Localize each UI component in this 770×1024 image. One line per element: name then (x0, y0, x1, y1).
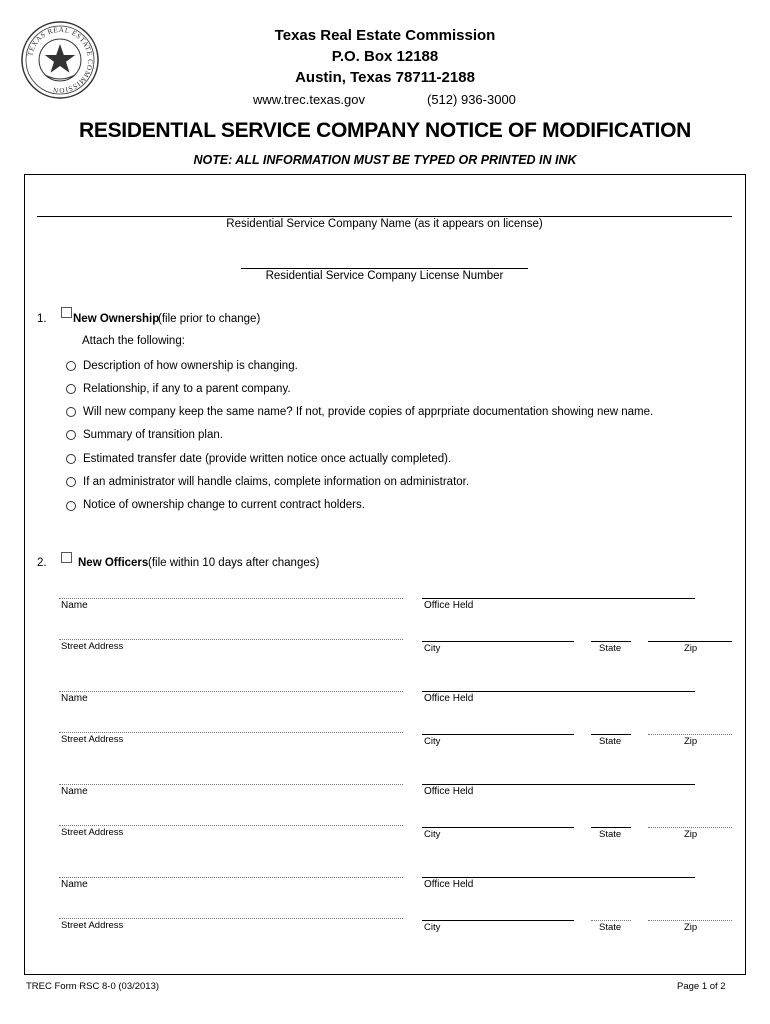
form-body (24, 174, 746, 975)
radio-transition-plan[interactable] (66, 430, 76, 440)
form-title: RESIDENTIAL SERVICE COMPANY NOTICE OF MODIFICATION (79, 119, 691, 142)
officer-name-field[interactable] (59, 877, 403, 878)
radio-notice-holders[interactable] (66, 501, 76, 511)
officer-office-field[interactable] (422, 691, 695, 692)
license-number-caption: Residential Service Company License Number (265, 270, 504, 282)
officer-street-caption: Street Address (61, 920, 124, 931)
list-item: Relationship, if any to a parent company. (83, 383, 291, 395)
officer-street-field[interactable] (59, 732, 403, 733)
officer-city-caption: City (424, 829, 441, 840)
officer-name-field[interactable] (59, 784, 403, 785)
agency-name: Texas Real Estate Commission (274, 27, 496, 44)
officer-zip-field[interactable] (648, 641, 732, 642)
list-item: Summary of transition plan. (83, 429, 223, 441)
officer-office-caption: Office Held (424, 879, 474, 890)
officer-state-caption: State (599, 922, 622, 933)
officer-city-field[interactable] (422, 920, 574, 921)
officer-office-field[interactable] (422, 877, 695, 878)
officer-street-caption: Street Address (61, 641, 124, 652)
list-item: Notice of ownership change to current contract holders. (83, 499, 365, 511)
company-name-caption: Residential Service Company Name (as it appears on license) (226, 218, 543, 230)
new-officers-hint: (file within 10 days after changes) (148, 557, 320, 569)
form-id: TREC Form RSC 8-0 (03/2013) (26, 981, 160, 992)
officer-city-field[interactable] (422, 641, 574, 642)
officer-zip-field[interactable] (648, 827, 732, 828)
officer-office-field[interactable] (422, 784, 695, 785)
officer-zip-caption: Zip (684, 736, 698, 747)
list-item: If an administrator will handle claims, complete information on administrator. (83, 476, 470, 488)
new-ownership-hint: (file prior to change) (158, 313, 261, 325)
officer-name-field[interactable] (59, 691, 403, 692)
list-item: Will new company keep the same name? If not, provide copies of apprpriate documentation showing new name. (83, 406, 654, 418)
new-ownership-checkbox[interactable] (61, 307, 72, 318)
officer-street-field[interactable] (59, 639, 403, 640)
new-officers-checkbox[interactable] (61, 552, 72, 563)
radio-ownership-description[interactable] (66, 361, 76, 371)
officer-state-field[interactable] (591, 827, 631, 828)
officer-office-caption: Office Held (424, 600, 474, 611)
officer-state-caption: State (599, 736, 622, 747)
officer-city-field[interactable] (422, 827, 574, 828)
officer-name-caption: Name (61, 693, 88, 704)
phone-number: (512) 936-3000 (427, 92, 516, 107)
officer-city-caption: City (424, 643, 441, 654)
officer-office-caption: Office Held (424, 693, 474, 704)
form-note: NOTE: ALL INFORMATION MUST BE TYPED OR PRINTED IN INK (193, 153, 577, 167)
officer-street-field[interactable] (59, 825, 403, 826)
officer-city-caption: City (424, 736, 441, 747)
officer-zip-caption: Zip (684, 829, 698, 840)
officer-zip-field[interactable] (648, 734, 732, 735)
radio-same-name[interactable] (66, 407, 76, 417)
new-officers-label: New Officers (78, 557, 149, 569)
radio-administrator[interactable] (66, 477, 76, 487)
website-link[interactable]: www.trec.texas.gov (253, 92, 365, 107)
officer-state-field[interactable] (591, 920, 631, 921)
officer-name-field[interactable] (59, 598, 403, 599)
radio-parent-relationship[interactable] (66, 384, 76, 394)
officer-name-caption: Name (61, 879, 88, 890)
list-item: Description of how ownership is changing. (83, 360, 298, 372)
officer-city-field[interactable] (422, 734, 574, 735)
license-number-field[interactable] (241, 268, 528, 269)
officer-office-field[interactable] (422, 598, 695, 599)
officer-office-caption: Office Held (424, 786, 474, 797)
page-number: Page 1 of 2 (677, 981, 726, 992)
new-ownership-label: New Ownership (73, 313, 160, 325)
officer-city-caption: City (424, 922, 441, 933)
officer-zip-caption: Zip (684, 643, 698, 654)
officer-state-field[interactable] (591, 641, 631, 642)
officer-street-field[interactable] (59, 918, 403, 919)
officer-state-field[interactable] (591, 734, 631, 735)
company-name-field[interactable] (37, 216, 732, 217)
officer-zip-field[interactable] (648, 920, 732, 921)
officer-street-caption: Street Address (61, 827, 124, 838)
officer-state-caption: State (599, 643, 622, 654)
radio-transfer-date[interactable] (66, 454, 76, 464)
officer-name-caption: Name (61, 786, 88, 797)
officer-zip-caption: Zip (684, 922, 698, 933)
section1-number: 1. (37, 313, 47, 325)
section2-number: 2. (37, 557, 47, 569)
po-box: P.O. Box 12188 (331, 48, 439, 65)
svg-text:TEXAS REAL ESTATE COMMISSION: TEXAS REAL ESTATE COMMISSION (26, 25, 95, 95)
officer-street-caption: Street Address (61, 734, 124, 745)
list-item: Estimated transfer date (provide written notice once actually completed). (83, 453, 452, 465)
officer-name-caption: Name (61, 600, 88, 611)
attach-following-text: Attach the following: (82, 335, 185, 347)
city-state-zip: Austin, Texas 78711-2188 (295, 69, 475, 86)
officer-state-caption: State (599, 829, 622, 840)
